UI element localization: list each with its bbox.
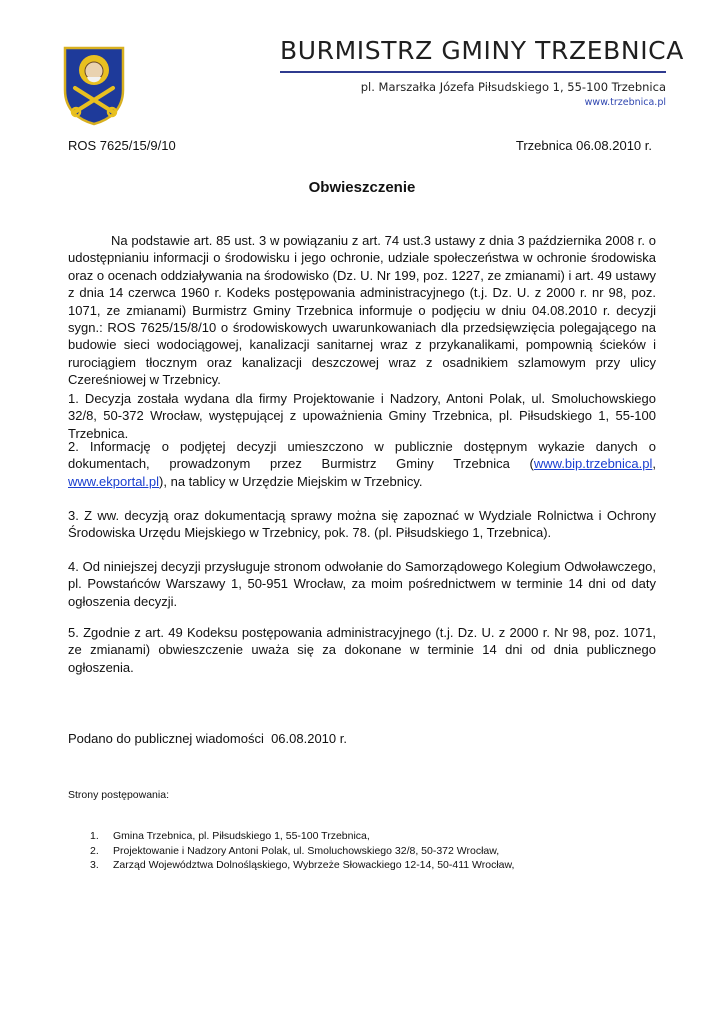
bip-link[interactable]: www.bip.trzebnica.pl xyxy=(533,456,653,472)
case-number: ROS 7625/15/9/10 xyxy=(68,138,176,153)
list-item xyxy=(68,858,628,873)
list-item-text: Gmina Trzebnica, pl. Piłsudskiego 1, 55-100 Trzebnica, xyxy=(113,830,370,842)
header-divider xyxy=(280,71,666,73)
office-address: pl. Marszałka Józefa Piłsudskiego 1, 55-100 Trzebnica xyxy=(360,80,666,94)
point-2-text-end: ), na tablicy w Urzędzie Miejskim w Trzebnicy. xyxy=(159,473,423,489)
point-2-text-start: 2. Informację o podjętej decyzji umieszczono w publicznie dostępnym wykazie danych o dokumentach, prowadzonym przez Burmistrz Gminy Trzebnica ( xyxy=(68,439,656,472)
point-1: 1. Decyzja została wydana dla firmy Projektowanie i Nadzory, Antoni Polak, ul. Smoluchowskiego 32/8, 50-372 Wrocław, występującej z upoważnienia Gminy Trzebnica, pl. Piłsudskiego 1, 55-100 Trzebnica. xyxy=(68,391,656,441)
coat-of-arms-icon xyxy=(63,44,125,126)
ekportal-link[interactable]: www.ekportal.pl xyxy=(68,473,160,489)
point-2-separator: , xyxy=(652,456,656,472)
list-item-text: Zarząd Województwa Dolnośląskiego, Wybrzeże Słowackiego 12-14, 50-411 Wrocław, xyxy=(113,859,515,872)
parties-heading: Strony postępowania: xyxy=(68,789,169,801)
list-item-number: 3. xyxy=(90,859,99,872)
point-5: 5. Zgodnie z art. 49 Kodeksu postępowania administracyjnego (t.j. Dz. U. z 2000 r. Nr 98, poz. 1071, ze zmianami) obwieszczenie uważa się za dokonane w terminie 14 dni od dnia publicznego ogłoszenia. xyxy=(68,625,656,675)
office-website: www.trzebnica.pl xyxy=(584,97,666,108)
list-item-number: 1. xyxy=(90,830,99,842)
intro-paragraph: Na podstawie art. 85 ust. 3 w powiązaniu z art. 74 ust.3 ustawy z dnia 3 października 2008 r. o udostępnianiu informacji o środowisku i jego ochronie, udziale społeczeństwa w ochronie środowiska oraz o ocenach oddziaływania na środowisko (Dz. U. Nr 199, poz. 1227, ze zmianami) i art. 49 ustawy z dnia 14 czerwca 1960 r. Kodeks postępowania administracyjnego (t.j. Dz. U. z 2000 r. nr 98, poz. 1071, ze zmianami) Burmistrz Gminy Trzebnica informuje o podjęciu w dniu 04.08.2010 r. decyzji sygn.: ROS 7625/15/8/10 o środowiskowych uwarunkowaniach dla przedsięwzięcia polegającego na budowie sieci wodociągowej, kanalizacji sanitarnej wraz z przykanalikami, pompownią ścieków i rurociągiem tłocznym oraz kanalizacji deszczowej wraz z osadnikiem szlamowym przy ulicy Czereśniowej w Trzebnicy. xyxy=(68,233,656,388)
publication-notice: Podano do publicznej wiadomości 06.08.2010 r. xyxy=(68,731,347,746)
point-2 xyxy=(68,438,656,490)
office-title: BURMISTRZ GMINY TRZEBNICA xyxy=(280,36,684,65)
document-title: Obwieszczenie xyxy=(308,179,416,196)
place-date: Trzebnica 06.08.2010 r. xyxy=(515,138,652,153)
list-item xyxy=(68,844,628,859)
point-3: 3. Z ww. decyzją oraz dokumentacją sprawy można się zapoznać w Wydziale Rolnictwa i Ochrony Środowiska Urzędu Miejskiego w Trzebnicy, pok. 78. (pl. Piłsudskiego 1, Trzebnica). xyxy=(68,508,656,541)
point-4: 4. Od niniejszej decyzji przysługuje stronom odwołanie do Samorządowego Kolegium Odwoławczego, pl. Powstańców Warszawy 1, 50-951 Wrocław, za moim pośrednictwem w terminie 14 dni od daty ogłoszenia decyzji. xyxy=(68,559,656,609)
list-item xyxy=(68,829,628,844)
list-item-number: 2. xyxy=(90,844,99,857)
parties-list xyxy=(68,829,628,873)
list-item-text: Projektowanie i Nadzory Antoni Polak, ul. Smoluchowskiego 32/8, 50-372 Wrocław, xyxy=(113,844,500,857)
